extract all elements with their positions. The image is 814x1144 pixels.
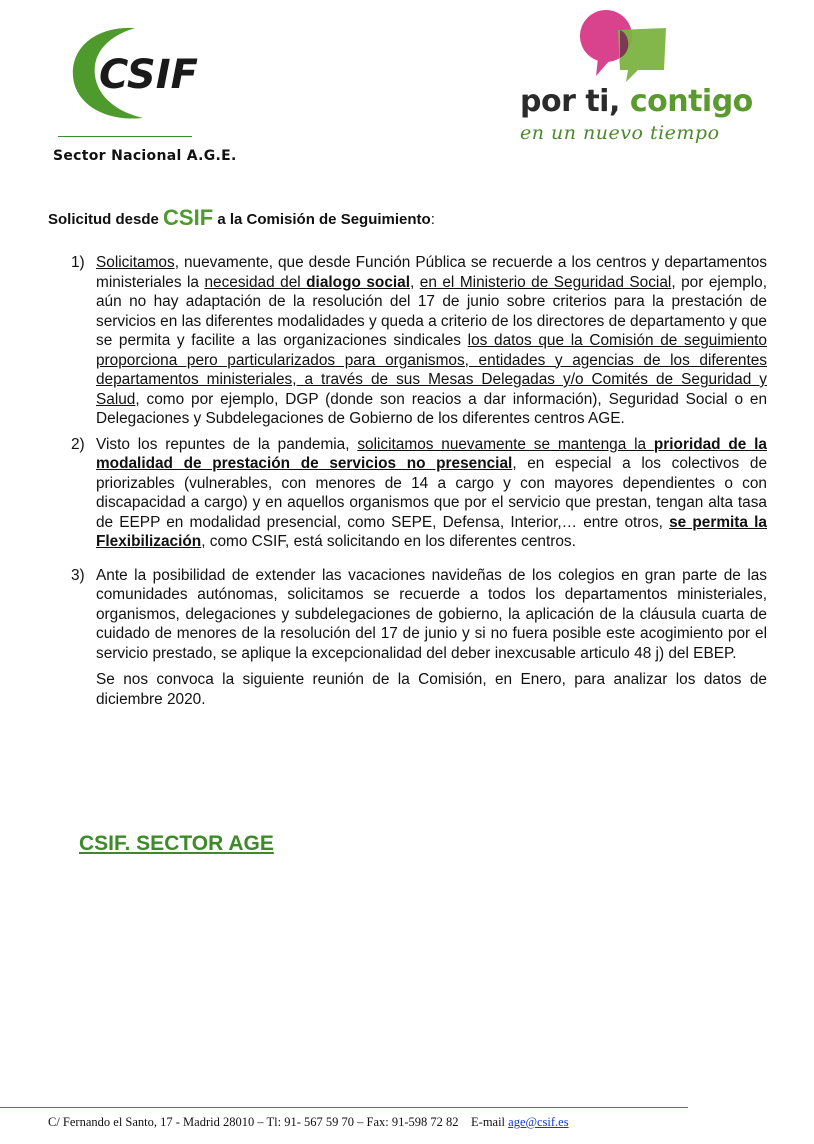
request-list — [71, 253, 767, 709]
item-text: Visto los repuntes de la pandemia, — [96, 435, 358, 453]
item-text: , — [410, 273, 420, 291]
document-heading — [48, 205, 435, 231]
item-text: , en especial a los colectivos de priorizables (vulnerables, con menores de 14 a cargo y con mayores dependientes o con discapacidad a cargo) y en aquellos organismos que por el servicio que prestan, tengan alta tasa de EEPP en modalidad presencial, como SEPE, Defensa, Interior,… entre otros, — [96, 455, 768, 531]
list-item — [71, 253, 767, 429]
slogan-logo — [510, 8, 770, 148]
slogan-main — [520, 84, 753, 119]
item-number: 2) — [71, 435, 85, 453]
footer-email-link[interactable]: age@csif.es — [508, 1115, 569, 1129]
item-text: prioridad de la modalidad de prestación de servicios no presencial — [96, 435, 767, 472]
speech-bubbles-icon — [570, 8, 680, 88]
item-text: , por ejemplo, aún no hay adaptación de la resolución del 17 de junio sobre criterios para la prestación de servicios en las diferentes modalidades y queda a criterio de los directores de departamento y que se permita y facilite a las organizaciones sindicales — [96, 273, 768, 349]
heading-brand: CSIF — [163, 205, 214, 230]
item-text: en el Ministerio de Seguridad Social — [419, 273, 672, 291]
list-item — [71, 435, 767, 552]
item-text: , como CSIF, está solicitando en los diferentes centros. — [201, 533, 576, 550]
footer-address: C/ Fernando el Santo, 17 - Madrid 28010 – Tl: 91- 567 59 70 – Fax: 91-598 72 82 — [48, 1115, 459, 1129]
footer — [48, 1115, 569, 1130]
signature: CSIF. SECTOR AGE — [79, 832, 274, 855]
item-number: 3) — [71, 566, 85, 584]
item-text: solicitamos nuevamente se mantenga la — [357, 435, 654, 453]
csif-logo-mark — [65, 18, 215, 128]
heading-suffix: a la Comisión de Seguimiento — [217, 211, 431, 228]
item-text: dialogo social — [306, 273, 410, 291]
item-text: necesidad del — [204, 273, 307, 291]
item-text: , como por ejemplo, DGP (donde son reacios a dar información), Seguridad Social o en Delegaciones y Subdelegaciones de Gobierno de los diferentes centros AGE. — [96, 390, 767, 427]
item-text: Solicitamos, — [96, 254, 179, 271]
item-text: Ante la posibilidad de extender las vacaciones navideñas de los colegios en gran parte de las comunidades autónomas, solicitamos se recuerde a todos los departamentos ministeriales, organismos, delegaciones y subdelegaciones de gobierno, la aplicación de la cláusula cuarta de cuidado de menores de la resolución del 17 de junio y si no fuera posible este acogimiento por el servicio prestado, se aplique la excepcionalidad del deber inexcusable articulo 48 j) del EBEP. — [96, 566, 767, 662]
heading-prefix: Solicitud desde — [48, 211, 159, 228]
sector-name: Sector Nacional A.G.E. — [53, 148, 237, 164]
csif-logo-text: CSIF — [99, 52, 198, 98]
item-text: los datos que la Comisión de seguimiento proporciona pero particularizados para organismos, entidades y agencias de los diferentes departamentos ministeriales, a través de sus Mesas Delegadas y/o Comités de Seguridad y Salud — [96, 332, 767, 408]
list-item — [71, 566, 767, 664]
item-number: 1) — [71, 254, 85, 271]
item-text: se permita la Flexibilización — [96, 513, 767, 550]
footer-divider — [0, 1107, 688, 1108]
heading-colon: : — [430, 211, 435, 228]
slogan-main-green: contigo — [629, 84, 753, 119]
slogan-sub: en un nuevo tiempo — [520, 122, 720, 144]
slogan-main-dark: por ti, — [520, 84, 620, 119]
closing-paragraph: Se nos convoca la siguiente reunión de la Comisión, en Enero, para analizar los datos de diciembre 2020. — [96, 671, 767, 708]
footer-email-label: E-mail — [471, 1115, 506, 1129]
item-text: nuevamente, que desde Función Pública se recuerde a los centros y departamentos ministeriales la — [96, 254, 767, 291]
logo-divider — [58, 136, 192, 137]
